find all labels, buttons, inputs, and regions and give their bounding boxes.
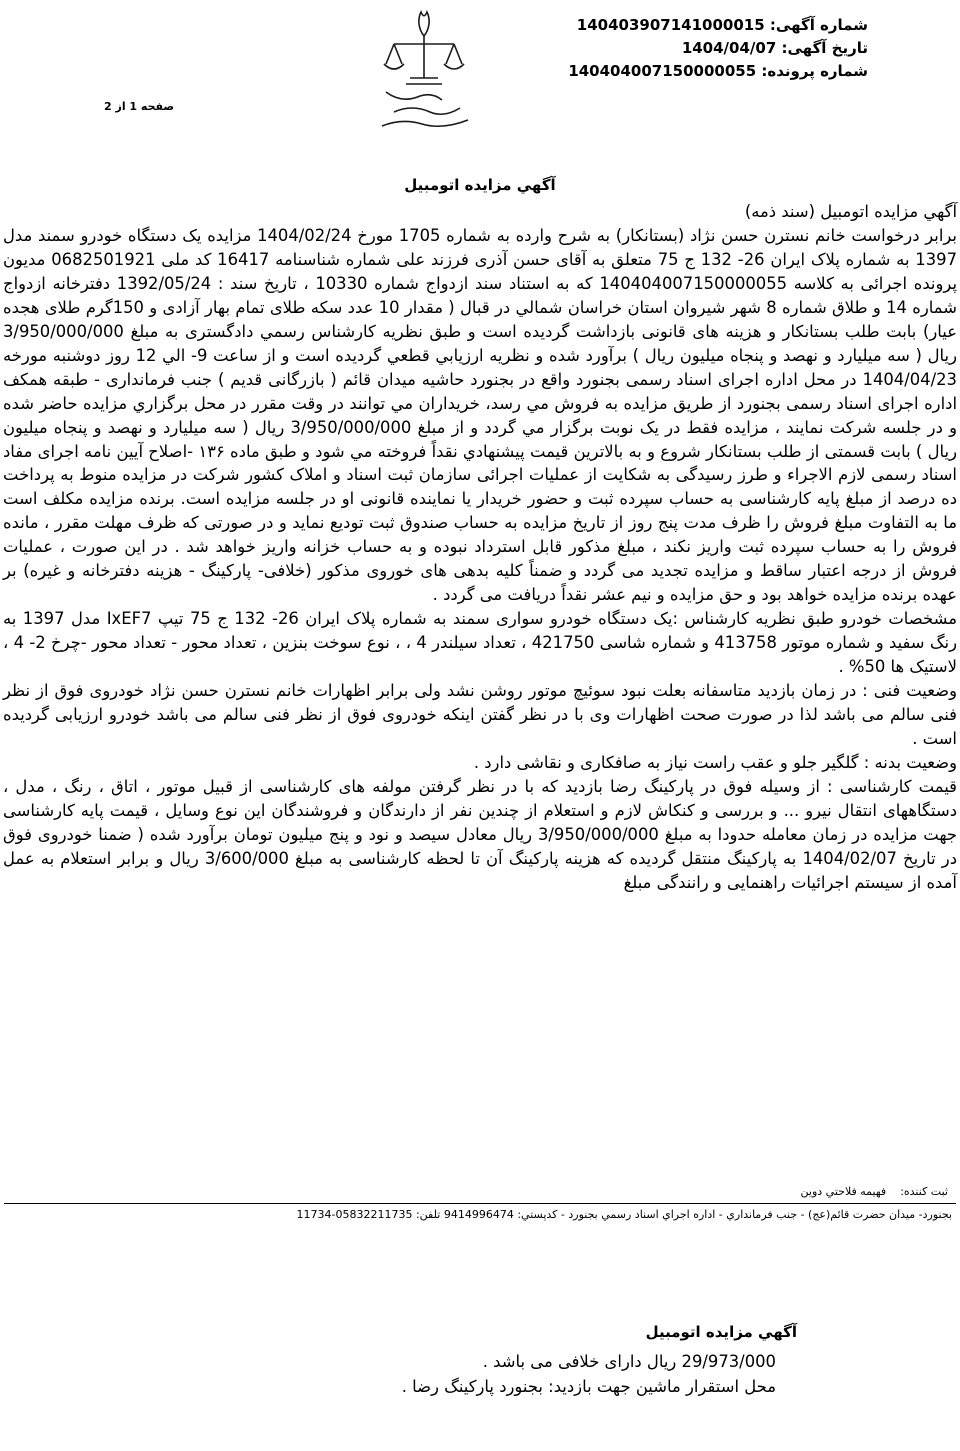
notice-main-paragraph: برابر درخواست خانم نسترن حسن نژاد (بستانكار) به شرح وارده به شماره 1705 مورخ 1404/02/24 مزايده يک دستگاه خودرو سمند مدل 1397 به شماره پلاک ايران 26- 132 ج 75 متعلق به آقاى حسن آذرى فرزند على شماره شناسنامه 16417 كد ملى 0682501921 مديون پرونده اجرائى به كلاسه 140404007150000055 كه به استناد سند ازدواج شماره 10330 ، تاريخ سند : 1392/05/24 دفترخانه ازدواج شماره 14 و طلاق شماره 8 شهر شيروان استان خراسان شمالي در قبال ( مقدار 10 عدد سكه طلاى تمام بهار آزادى و 150گرم طلاى هجده عيار) بابت طلب بستانكار و هزينه هاى قانونى بازداشت گرديده است و طبق نظريه كارشناس رسمي دادگسترى به مبلغ 3/950/000/000 ريال ( سه ميليارد و نهصد و پنجاه ميليون ريال ) برآورد شده و نظريه ارزيابي قطعي گرديده است و از ساعت 9- الي 12 روز دوشنبه مورخه 1404/04/23 در محل اداره اجراى اسناد رسمى بجنورد واقع در بجنورد حاشيه ميدان قائم ( بازرگانى قديم ) جنب فرماندارى - طبقه همكف اداره اجراى اسناد رسمى بجنورد از طريق مزايده به فروش مي رسد، خريداران مي توانند در وقت مقرر در محل برگزاري مزايده حاضر شده و در جلسه شركت نمايند ، مزايده فقط در يک نوبت برگزار مي گردد و از مبلغ 3/950/000/000 ريال ( سه ميليارد و نهصد و پنجاه ميليون ريال ) بابت قسمتى از طلب بستانكار شروع و به بالاترين قيمت پيشنهادي نقداً فروخته مي شود و طبق ماده ۱۳۶ -اصلاح آيين نامه اجراى مفاد اسناد رسمى لازم الاجراء و طرز رسيدگى به شكايت از عمليات اجرائى سازمان ثبت اسناد و املاک كشور شركت در مزايده منوط به پرداخت ده درصد از مبلغ پايه كارشناسى به حساب سپرده ثبت و حضور خريدار يا نماينده قانونى او در جلسه مزايده است. برنده مزايده مكلف است ما به التفاوت مبلغ فروش را ظرف مدت پنج روز از تاريخ مزايده به حساب صندوق ثبت توديع نمايد و در صورتى كه ظرف مهلت مقرر ، مانده فروش را به حساب سپرده ثبت واريز نكند ، مبلغ مذكور قابل استرداد نبوده و به حساب خزانه واريز خواهد شد . در اين صورت ، عمليات فروش از درجه اعتبار ساقط و مزايده تجديد مى گردد و ضمناً كليه بدهى هاى خوروى مذكور (خلافى- پاركينگ - هزينه دفترخانه و غيره) بر عهده برنده مزايده خواهد بود و حق مزايده و نيم عشر نقداً دريافت مى گردد . [3,225,958,605]
registrar-label: ثبت كننده: [900,1185,948,1198]
page2-title: آگهي مزايده اتومبيل [645,1323,797,1341]
ad-meta [568,14,868,83]
technical-status-paragraph: وضعيت فنى : در زمان بازديد متاسفانه بعلت نبود سوئيچ موتور روشن نشد ولى برابر اظهارات خانم نسترن حسن نژاد خودروى فوق از نظر فنى سالم مى باشد لذا در صورت صحت اظهارات وى با در نظر گفتن اينكه خودروى فوق از نظر فنى سالم مى باشد خودرو ارزيابى گرديده است . [3,681,957,748]
vehicle-specs-paragraph: مشخصات خودرو طبق نظريه كارشناس :يک دستگاه خودرو سوارى سمند به شماره پلاک ايران 26- 132 ج 75 تيپ IxEF7 مدل 1397 به رنگ سفيد و شماره موتور 413758 و شماره شاسى 421750 ، تعداد سيلندر 4 ، ، نوع سوخت بنزين ، تعداد محور - تعداد محور -چرخ 2- 4 ، لاستيک ها 50% . [3,609,957,677]
registrar [787,1185,948,1198]
ad-number: شماره آگهی: 140403907141000015 [576,16,868,34]
scales-of-justice-icon [372,8,482,136]
page-title: آگهي مزايده اتومبيل [404,176,556,194]
vehicle-location-line: محل استقرار ماشين جهت بازديد: بجنورد پاركينگ رضا . [401,1377,776,1396]
file-number: شماره پرونده: 140404007150000055 [568,62,868,80]
appraisal-paragraph: قيمت كارشناسى : از وسيله فوق در پاركينگ رضا بازديد كه با در نظر گرفتن مولفه هاى كارشناسى از قبيل موتور ، اتاق ، رنگ ، مدل ، دستگاههاى انتقال نيرو ... و بررسى و كنكاش لازم و استعلام از چندين نفر از دارندگان و فروشندگان اين نوع وسايل ، قيمت پايه كارشناسى جهت مزايده در زمان معامله حدودا به مبلغ 3/950/000/000 ريال معادل سيصد و نود و پنج ميليون تومان برآورد شده ( ضمنا خودروى فوق در تاريخ 1404/02/07 به پاركينگ منتقل گرديده كه هزينه پاركينگ آن تا لحظه كارشناسى به مبلغ 3/600/000 ريال و برابر استعلام به عمل آمده از سيستم اجرائيات راهنمايى و رانندگى مبلغ [3,776,958,892]
page2-content [402,1349,776,1399]
notice-subtitle: آگهي مزايده اتومبيل (سند ذمه) [744,202,957,221]
ad-date: تاریخ آگهی: 1404/04/07 [681,39,868,57]
office-address: بجنورد- ميدان حضرت قائم(عج) - جنب فرمانداري - اداره اجراي اسناد رسمي بجنورد - كدپستي: 9414996474 تلفن: 05832211735-11734 [296,1208,952,1221]
judiciary-emblem [372,8,482,136]
body-status-paragraph: وضعيت بدنه : گلگير جلو و عقب راست نياز به صافكارى و نقاشى دارد . [473,752,957,772]
notice-body [3,200,957,895]
page-indicator: صفحه 1 از 2 [104,100,175,113]
registrar-name: فهيمه فلاحتي دوين [800,1185,887,1198]
violations-line: 29/973/000 ريال داراى خلافى مى باشد . [482,1352,776,1371]
footer-divider [4,1203,956,1204]
